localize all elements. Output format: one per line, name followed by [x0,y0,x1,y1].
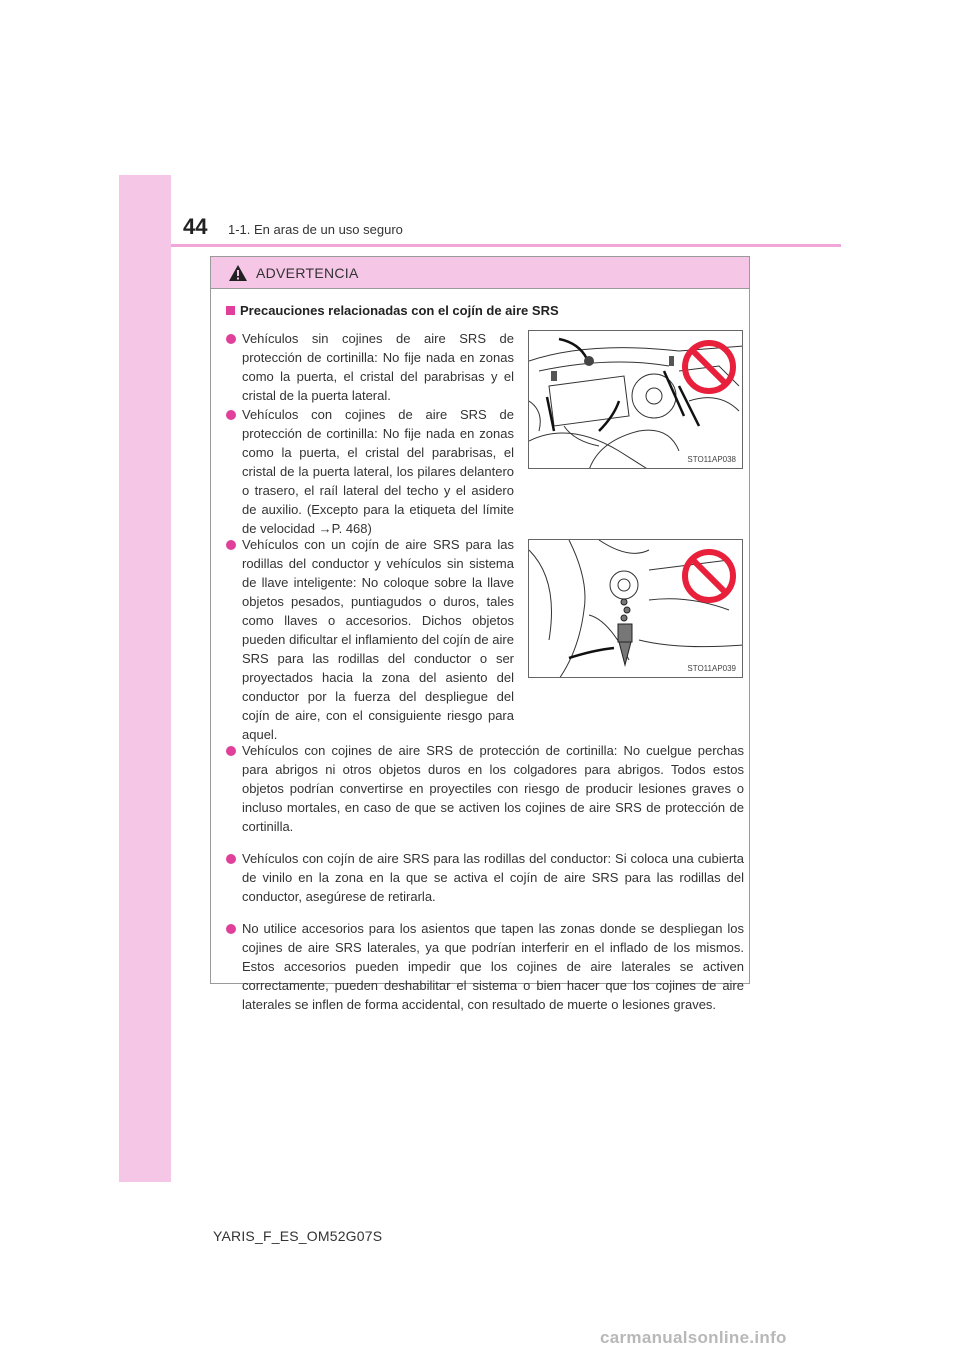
figure-key-illustration [528,539,743,678]
dashboard-illustration [529,331,743,469]
list-item-text: Vehículos con un cojín de aire SRS para las rodillas del conductor y vehículos sin sistema de llave inteligente: No coloque sobre la llave objetos pesados, puntiagudos o duros, tales como llaves o accesorios. Dichos objetos pueden dificultar el inflamiento del cojín de aire SRS para las rodillas del conductor o ser proyectados hacia la zona del asiento del conductor por la fuerza del despliegue del cojín de aire, con el consiguiente riesgo para aquel. [242,537,514,742]
warning-box [210,256,750,1012]
list-item [226,919,744,1014]
bullet-icon [226,330,236,340]
prohibition-icon [685,343,733,391]
side-color-strip [119,175,171,1182]
list-item-text: Vehículos con cojines de aire SRS de protección de cortinilla: No cuelgue perchas para abrigos ni otros objetos duros en los colgadores para abrigos. Todos estos objetos podrían convertirse en proyectiles con riesgo de producir lesiones graves o incluso mortales, en caso de que se activen los cojines de aire SRS de protección de cortinilla. [242,743,744,834]
list-item [226,849,744,906]
warning-header [211,257,749,289]
warning-heading [226,303,559,318]
bullet-icon [226,920,236,930]
figure-code: STO11AP039 [687,664,736,673]
watermark: carmanualsonline.info [600,1328,787,1347]
page-number: 44 [183,214,208,239]
list-item-text: No utilice accesorios para los asientos que tapen las zonas donde se despliegan los cojines de aire SRS laterales, ya que podrían interferir en el inflado de los mismos. Estos accesorios pueden impedir que los cojines de aire laterales se activen correctamente, pueden deshabilitar el sistema o bien hacer que los cojines de aire laterales se inflen de forma accidental, con resultado de muerte o lesiones graves. [242,921,744,1012]
bullet-icon [226,850,236,860]
section-title: 1-1. En aras de un uso seguro [228,222,403,237]
bullet-icon [226,742,236,752]
list-item-text: Vehículos sin cojines de aire SRS de protección de cortinilla: No fije nada en zonas como la puerta, el cristal del parabrisas y el cristal de la puerta lateral. [242,331,514,403]
list-item-text: Vehículos con cojines de aire SRS de protección de cortinilla: No fije nada en zonas como la puerta, el cristal del parabrisas, el cristal de la puerta lateral, los pilares delantero o trasero, el raíl lateral del techo y el asidero de auxilio. (Excepto para la etiqueta del límite de velocidad →P. 468) [242,407,514,536]
warning-heading-text: Precauciones relacionadas con el cojín de aire SRS [240,303,559,318]
list-item [226,405,514,538]
list-item [226,741,744,836]
square-bullet-icon [226,306,235,315]
header-rule [171,244,841,247]
footer-code: YARIS_F_ES_OM52G07S [213,1228,383,1244]
list-item-text: Vehículos con cojín de aire SRS para las rodillas del conductor: Si coloca una cubierta de vinilo en la zona en la que se activa el cojín de aire SRS para las rodillas del conductor, asegúrese de retirarla. [242,851,744,904]
figure-code: STO11AP038 [687,455,736,464]
prohibition-icon [685,552,733,600]
bullet-icon [226,406,236,416]
warning-title: ADVERTENCIA [256,264,359,281]
list-item [226,329,514,405]
key-illustration [529,540,743,678]
bullet-icon [226,536,236,546]
figure-dashboard-illustration [528,330,743,469]
list-item [226,535,514,744]
warning-triangle-icon [228,264,248,282]
